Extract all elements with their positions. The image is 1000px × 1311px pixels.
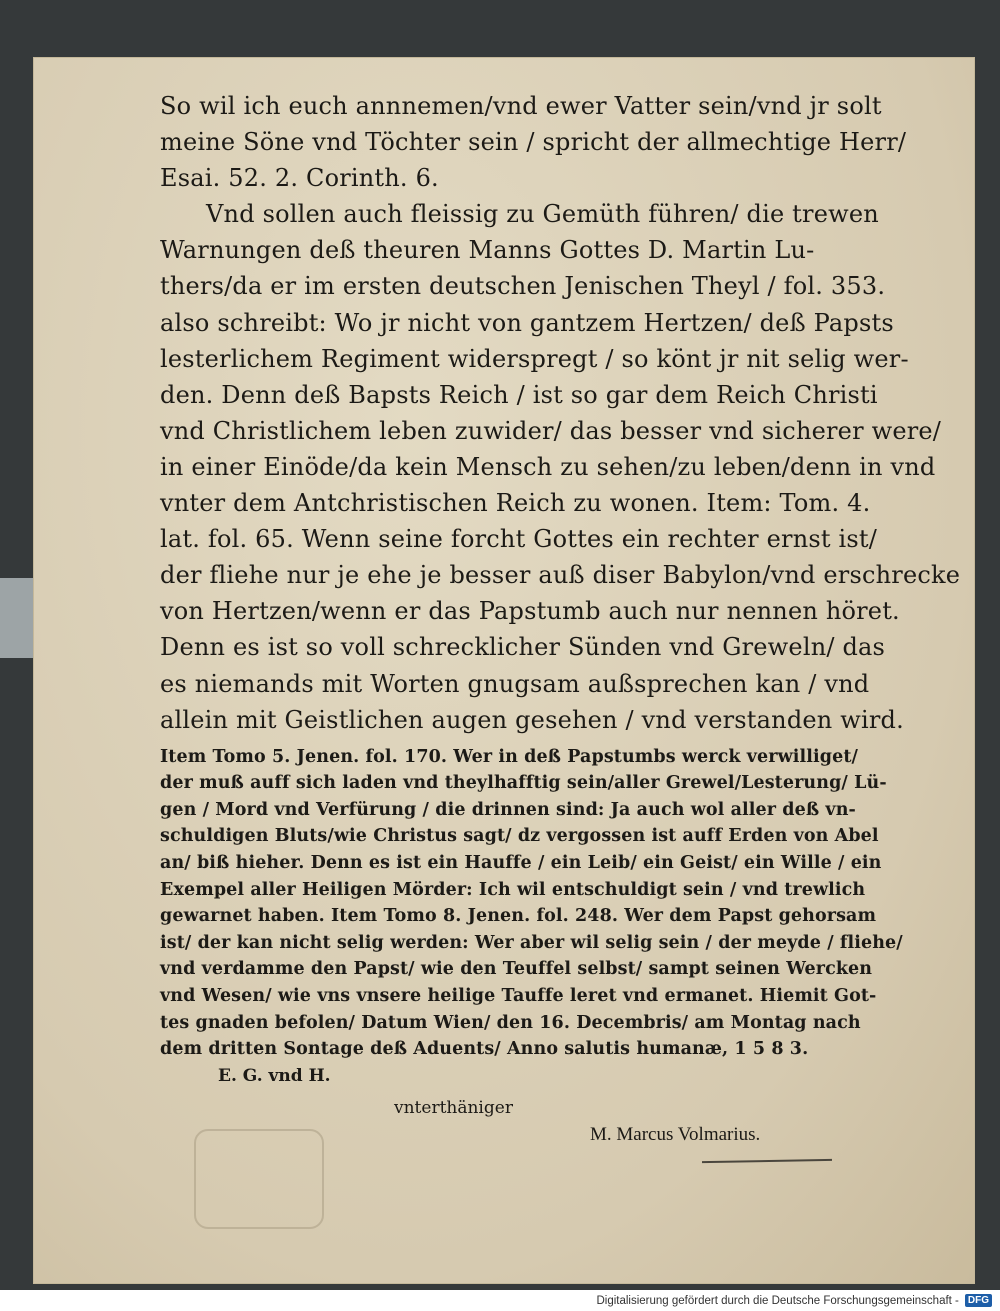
text-line: Esai. 52. 2. Corinth. 6.	[160, 164, 439, 193]
text-line: in einer Einöde/da kein Mensch zu sehen/zu leben/denn in vnd	[160, 452, 936, 481]
text-line: gewarnet haben. Item Tomo 8. Jenen. fol. 248. Wer dem Papst gehorsam	[160, 906, 877, 927]
main-paragraph	[160, 88, 961, 738]
subject-line: vnterthäniger	[394, 1098, 513, 1118]
closing-salutation: E. G. vnd H.	[218, 1066, 331, 1086]
text-line: von Hertzen/wenn er das Papstumb auch nur nennen höret.	[160, 597, 900, 626]
text-line: meine Söne vnd Töchter sein / spricht der allmechtige Herr/	[160, 128, 907, 157]
text-line: der muß auff sich laden vnd theylhafftig sein/aller Grewel/Lesterung/ Lü-	[160, 773, 887, 794]
library-stamp	[194, 1129, 324, 1229]
text-line: thers/da er im ersten deutschen Jenischen Theyl / fol. 353.	[160, 272, 886, 301]
text-line: ist/ der kan nicht selig werden: Wer aber wil selig sein / der meyde / fliehe/	[160, 932, 903, 953]
text-line: tes gnaden befolen/ Datum Wien/ den 16. Decembris/ am Montag nach	[160, 1012, 861, 1033]
text-line: es niemands mit Worten gnugsam außsprechen kan / vnd	[160, 669, 870, 698]
dfg-logo-icon: DFG	[965, 1294, 992, 1307]
text-line: also schreibt: Wo jr nicht von gantzem Hertzen/ deß Papsts	[160, 308, 894, 337]
text-line: der fliehe nur je ehe je besser auß diser Babylon/vnd erschrecke	[160, 561, 961, 590]
document-page	[34, 58, 974, 1283]
footer-credit: Digitalisierung gefördert durch die Deutsche Forschungsgemeinschaft -	[596, 1294, 959, 1307]
text-line: Exempel aller Heiligen Mörder: Ich wil entschuldigt sein / vnd trewlich	[160, 879, 866, 900]
text-line: Warnungen deß theuren Manns Gottes D. Martin Lu-	[160, 236, 815, 265]
author-signature: M. Marcus Volmarius.	[590, 1124, 761, 1145]
text-line: lat. fol. 65. Wenn seine forcht Gottes ein rechter ernst ist/	[160, 525, 878, 554]
quotation-paragraph	[160, 744, 903, 1063]
text-line: So wil ich euch annnemen/vnd ewer Vatter sein/vnd jr solt	[160, 92, 882, 120]
text-line: schuldigen Bluts/wie Christus sagt/ dz vergossen ist auff Erden von Abel	[160, 826, 879, 847]
text-line: lesterlichem Regiment widerspregt / so könt jr nit selig wer-	[160, 344, 909, 373]
text-line: Item Tomo 5. Jenen. fol. 170. Wer in deß Papstumbs werck verwilliget/	[160, 746, 859, 767]
text-line: Vnd sollen auch fleissig zu Gemüth führen/ die trewen	[206, 200, 879, 229]
text-body	[160, 88, 961, 1063]
text-line: dem dritten Sontage deß Aduents/ Anno salutis humanæ, 1 5 8 3.	[160, 1039, 809, 1060]
text-line: vnd verdamme den Papst/ wie den Teuffel selbst/ sampt seinen Wercken	[160, 959, 873, 980]
text-line: allein mit Geistlichen augen gesehen / vnd verstanden wird.	[160, 705, 904, 734]
text-line: gen / Mord vnd Verfürung / die drinnen sind: Ja auch wol aller deß vn-	[160, 799, 856, 820]
text-line: vnd Wesen/ wie vns vnsere heilige Tauffe leret vnd ermanet. Hiemit Got-	[160, 986, 877, 1007]
text-line: Denn es ist so voll schrecklicher Sünden vnd Greweln/ das	[160, 633, 886, 662]
text-line: vnd Christlichem leben zuwider/ das besser vnd sicherer were/	[160, 416, 942, 445]
text-line: an/ biß hieher. Denn es ist ein Hauffe / ein Leib/ ein Geist/ ein Wille / ein	[160, 853, 882, 874]
text-line: vnter dem Antchristischen Reich zu wonen. Item: Tom. 4.	[160, 489, 871, 518]
text-line: den. Denn deß Bapsts Reich / ist so gar dem Reich Christi	[160, 380, 878, 409]
digitization-footer	[0, 1290, 1000, 1311]
